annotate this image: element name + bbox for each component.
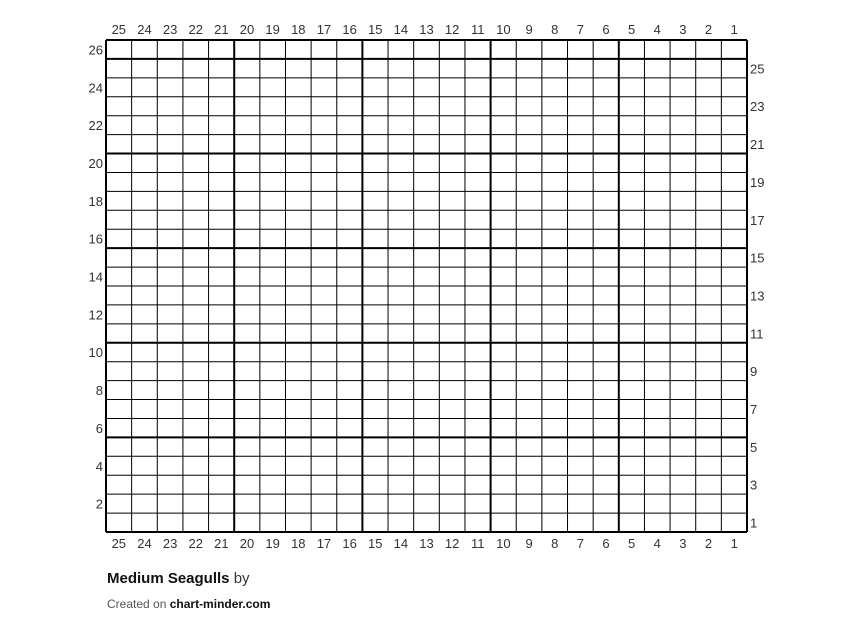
column-number-top: 7 [576,22,584,37]
row-number-left: 16 [88,231,103,247]
chart-title [107,570,250,587]
column-number-bottom: 23 [162,536,178,551]
column-number-bottom: 14 [393,536,409,551]
column-number-top: 4 [653,22,661,37]
created-on [107,597,270,611]
column-number-top: 25 [111,22,127,37]
row-number-left: 12 [88,307,103,323]
column-number-top: 1 [730,22,738,37]
column-number-bottom: 1 [730,536,738,551]
column-number-top: 12 [444,22,460,37]
row-number-right: 5 [750,439,758,455]
row-number-right: 19 [750,174,765,190]
row-number-left: 4 [95,458,103,474]
column-number-top: 13 [419,22,434,37]
column-number-bottom: 11 [471,536,485,551]
chart-title-text: Medium Seagulls [107,570,230,587]
column-number-top: 6 [602,22,610,37]
column-number-bottom: 3 [679,536,687,551]
column-number-bottom: 4 [653,536,661,551]
column-number-top: 10 [496,22,511,37]
column-number-top: 18 [291,22,306,37]
column-number-bottom: 20 [239,536,255,551]
column-number-top: 22 [188,22,203,37]
row-number-right: 13 [750,288,765,304]
column-number-bottom: 15 [367,536,383,551]
row-number-right: 1 [750,515,758,531]
row-number-left: 22 [88,118,103,134]
column-number-bottom: 10 [496,536,511,551]
row-number-left: 8 [95,383,103,399]
chart-byline: by [233,570,250,587]
row-number-right: 21 [750,137,765,153]
created-prefix: Created on [107,597,167,611]
column-number-top: 20 [239,22,255,37]
column-number-top: 23 [162,22,178,37]
column-number-bottom: 19 [265,536,280,551]
column-number-bottom: 5 [628,536,636,551]
column-number-bottom: 8 [551,536,559,551]
row-number-left: 6 [95,420,103,436]
row-number-right: 25 [750,61,765,77]
column-number-bottom: 13 [419,536,434,551]
row-number-right: 17 [750,212,765,228]
column-number-bottom: 12 [444,536,460,551]
site-link[interactable]: chart-minder.com [169,597,271,611]
column-number-bottom: 17 [316,536,332,551]
column-number-top: 24 [137,22,152,37]
column-number-top: 8 [551,22,559,37]
column-number-bottom: 21 [214,536,229,551]
column-number-top: 19 [265,22,280,37]
column-number-bottom: 16 [342,536,357,551]
column-number-top: 15 [367,22,383,37]
row-number-left: 2 [95,496,103,512]
column-number-bottom: 25 [111,536,127,551]
column-number-top: 5 [628,22,636,37]
row-number-right: 3 [750,477,758,493]
column-number-top: 3 [679,22,687,37]
column-number-top: 2 [704,22,713,37]
row-number-right: 15 [750,250,765,266]
column-number-top: 17 [316,22,332,37]
column-number-bottom: 9 [525,536,533,551]
column-number-top: 16 [342,22,357,37]
column-number-top: 14 [393,22,409,37]
column-number-bottom: 24 [137,536,152,551]
column-number-bottom: 2 [704,536,713,551]
column-number-top: 11 [471,22,485,37]
column-number-top: 21 [214,22,229,37]
row-number-left: 26 [88,42,103,58]
column-number-bottom: 18 [291,536,306,551]
row-number-right: 11 [750,326,764,342]
row-number-left: 18 [88,193,103,209]
row-number-left: 14 [88,269,103,285]
column-number-top: 9 [525,22,533,37]
row-number-left: 24 [88,80,103,96]
row-number-left: 20 [88,156,103,171]
column-number-bottom: 6 [602,536,610,551]
column-number-bottom: 22 [188,536,203,551]
row-number-right: 9 [750,364,758,380]
column-number-bottom: 7 [576,536,584,551]
row-number-right: 23 [750,99,765,115]
row-number-left: 10 [88,345,103,361]
row-number-right: 7 [750,402,758,417]
